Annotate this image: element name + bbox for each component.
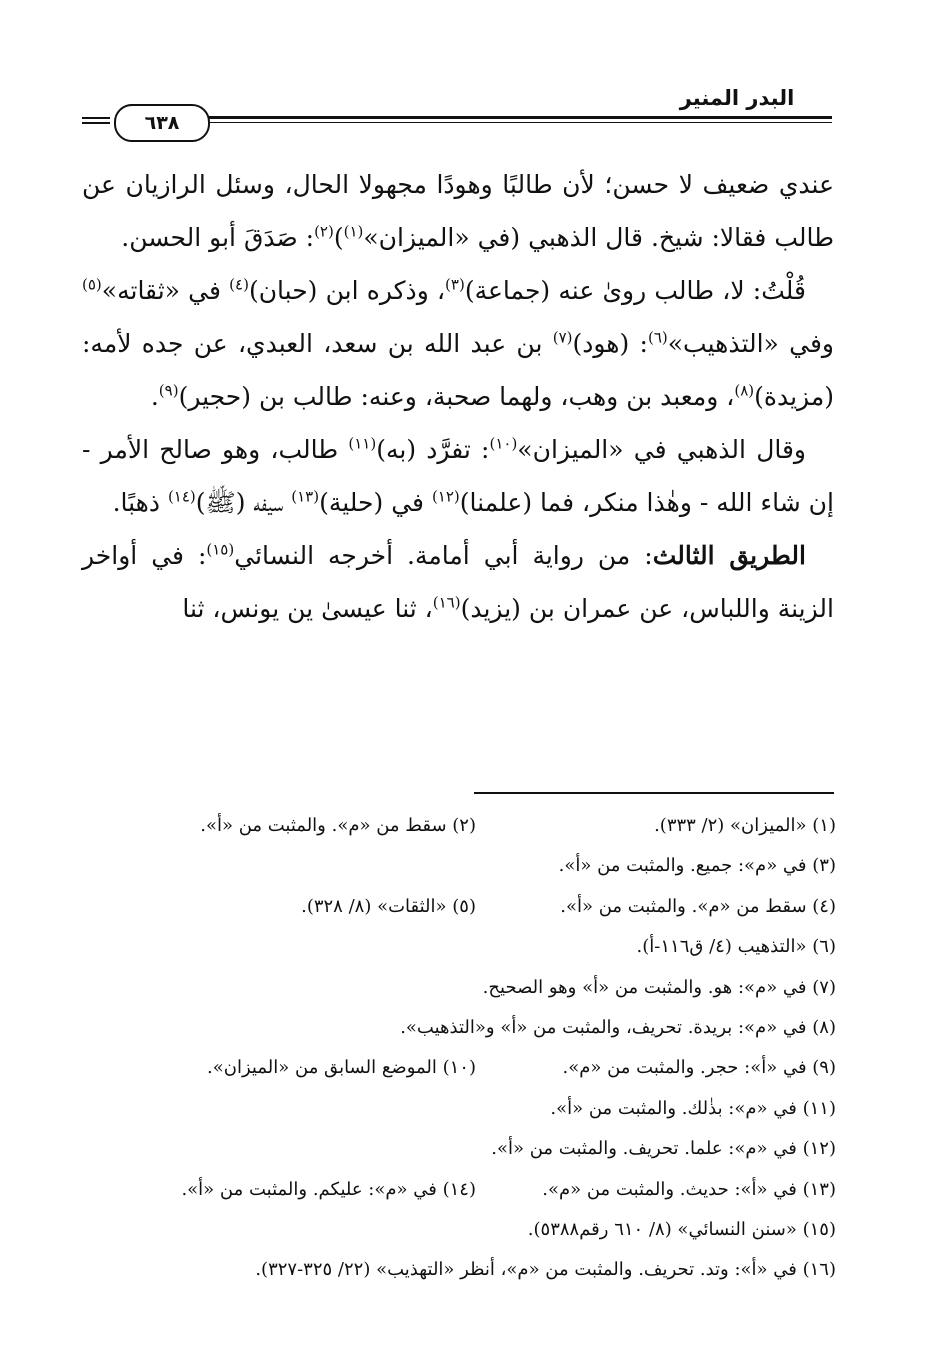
footnotes bbox=[100, 806, 836, 1291]
footnote-line bbox=[100, 887, 836, 927]
header-rule-left-thin bbox=[82, 122, 110, 124]
footnote-10: (١٠) الموضع السابق من «الميزان». bbox=[207, 1057, 476, 1079]
header-rule-left bbox=[82, 117, 110, 119]
footnote-line bbox=[100, 806, 836, 846]
main-text bbox=[82, 158, 834, 635]
footnote-5: (٥) «الثقات» (٨/ ٣٢٨). bbox=[301, 895, 476, 917]
footnote-2: (٢) سقط من «م». والمثبت من «أ». bbox=[200, 815, 476, 836]
paragraph-1: عندي ضعيف لا حسن؛ لأن طالبًا وهودًا مجهولا الحال، وسئل الرازيان عن طالب فقالا: شيخ. قال الذهبي (في «الميزان»$^{(١)}$)$^{(٢)}$: صَدَقَ أبو الحسن. bbox=[82, 170, 834, 252]
footnote-line bbox=[100, 1089, 836, 1129]
section-label: الطريق الثالث bbox=[652, 541, 806, 570]
footnote-3: (٣) في «م»: جميع. والمثبت من «أ». bbox=[558, 855, 836, 877]
header-rule-thin bbox=[132, 122, 832, 123]
header-rule bbox=[132, 116, 832, 119]
footnote-4: (٤) سقط من «م». والمثبت من «أ». bbox=[560, 895, 836, 917]
footnote-line bbox=[100, 1170, 836, 1210]
footnote-13: (١٣) في «أ»: حديث. والمثبت من «م». bbox=[542, 1178, 836, 1200]
footnote-16: (١٦) في «أ»: وتد. تحريف. والمثبت من «م»، أنظر «التهذيب» (٢٢/ ٣٢٥-٣٢٧). bbox=[255, 1259, 836, 1281]
book-title: البدر المنير bbox=[679, 86, 795, 110]
footnote-line bbox=[100, 1048, 836, 1088]
footnote-1: (١) «الميزان» (٢/ ٣٣٣). bbox=[654, 815, 836, 836]
footnote-line bbox=[100, 1008, 836, 1048]
footnote-9: (٩) في «أ»: حجر. والمثبت من «م». bbox=[562, 1057, 836, 1079]
paragraph-4: الطريق الثالث: من رواية أبي أمامة. أخرجه النسائي$^{(١٥)}$: في أواخر الزينة واللباس، عن عمران بن (يزيد)$^{(١٦)}$، ثنا عيسىٰ ين يونس، ثنا bbox=[82, 540, 834, 623]
footnote-line bbox=[100, 1129, 836, 1169]
footnote-7: (٧) في «م»: هو. والمثبت من «أ» وهو الصحيح. bbox=[482, 976, 836, 998]
footnote-line bbox=[100, 1210, 836, 1250]
footnote-separator bbox=[474, 792, 834, 794]
page-number: ٦٣٨ bbox=[114, 104, 210, 142]
paragraph-3: وقال الذهبي في «الميزان»$^{(١٠)}$: تفرَّد (به)$^{(١١)}$ طالب، وهو صالح الأمر - إن شاء الله - وهٰذا منكر، فما (علمنا)$^{(١٢)}$ في (حلية)$^{(١٣)}$ سيفه (ﷺ)$^{(١٤)}$ ذهبًا. bbox=[82, 434, 834, 517]
footnote-8: (٨) في «م»: بريدة. تحريف، والمثبت من «أ» و«التذهيب». bbox=[400, 1017, 836, 1039]
footnote-11: (١١) في «م»: بذٰلك. والمثبت من «أ». bbox=[550, 1097, 836, 1119]
footnote-line bbox=[100, 846, 836, 886]
paragraph-2: قُلْتُ: لا، طالب روىٰ عنه (جماعة)$^{(٣)}$، وذكره ابن (حبان)$^{(٤)}$ في «ثقاته»$^{(٥)}$ وفي «التذهيب»$^{(٦)}$: (هود)$^{(٧)}$ بن عبد الله بن سعد، العبدي، عن جده لأمه: (مزيدة)$^{(٨)}$، ومعبد بن وهب، ولهما صحبة، وعنه: طالب بن (حجير)$^{(٩)}$. bbox=[82, 275, 835, 411]
footnote-line bbox=[100, 1250, 836, 1290]
footnote-line bbox=[100, 927, 836, 967]
footnote-12: (١٢) في «م»: علما. تحريف. والمثبت من «أ». bbox=[491, 1138, 836, 1160]
footnote-line bbox=[100, 968, 836, 1008]
footnote-14: (١٤) في «م»: عليكم. والمثبت من «أ». bbox=[181, 1178, 476, 1200]
running-header bbox=[82, 84, 832, 134]
footnote-6: (٦) «التذهيب (٤/ ق١١٦-أ). bbox=[636, 936, 836, 958]
footnote-15: (١٥) «سنن النسائي» (٨/ ٦١٠ رقم٥٣٨٨). bbox=[527, 1219, 836, 1241]
